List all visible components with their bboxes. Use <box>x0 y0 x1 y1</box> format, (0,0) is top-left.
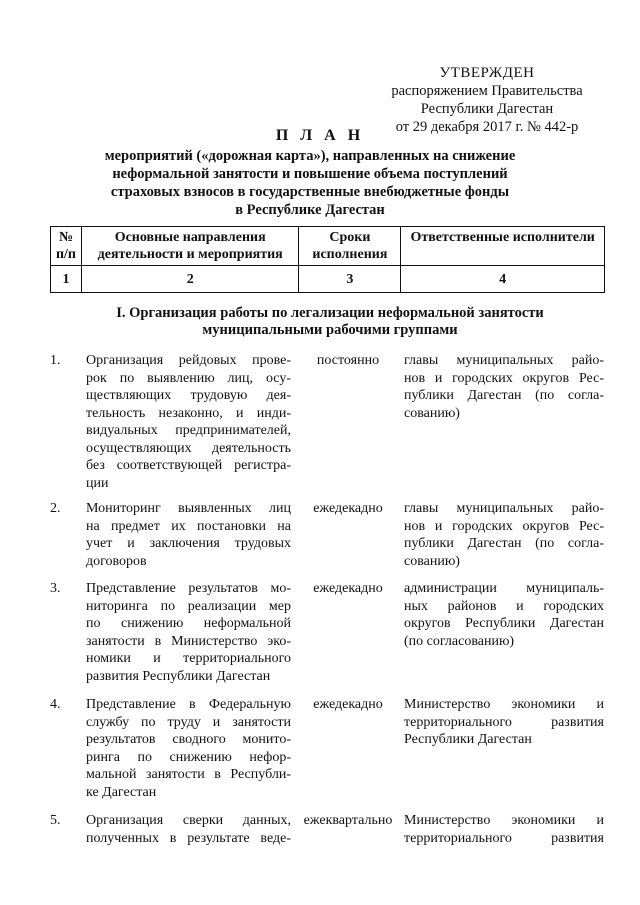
column-number: 1 <box>51 266 82 293</box>
task-line: по снижению неформальной <box>86 616 291 631</box>
section-heading <box>80 305 580 339</box>
column-number: 3 <box>299 266 401 293</box>
subtitle-line: неформальной занятости и повышение объема поступлений <box>112 166 508 182</box>
row-executor <box>404 812 604 847</box>
row-number: 3. <box>50 581 61 596</box>
header-text: Сроки <box>329 230 371 245</box>
executor-line: территориального развития <box>404 714 604 730</box>
row-number: 1. <box>50 353 61 368</box>
plan-subtitle <box>60 147 560 219</box>
task-line: полученных в результате веде- <box>86 830 291 846</box>
executor-line: нов и городских округов Рес- <box>404 518 604 534</box>
approval-line: от 29 декабря 2017 г. № 442-р <box>395 119 579 135</box>
task-line: ниторинга по реализации мер <box>86 598 291 614</box>
subtitle-line: в Республике Дагестан <box>235 202 385 218</box>
executor-line: нов и городских округов Рес- <box>404 370 604 386</box>
executor-line: округов Республики Дагестан <box>404 616 604 631</box>
header-cell-terms <box>299 227 401 266</box>
task-line: ке Дагестан <box>86 784 157 800</box>
task-line: Представление в Федеральную <box>86 697 291 712</box>
approval-line: Республики Дагестан <box>420 101 554 117</box>
executor-line: главы муниципальных райо- <box>404 501 604 516</box>
plan-title: П Л А Н <box>275 127 365 144</box>
header-text: исполнения <box>312 247 388 262</box>
row-task <box>86 500 291 570</box>
section-line: I. Организация работы по легализации неформальной занятости <box>116 305 544 321</box>
subtitle-line: мероприятий («дорожная карта»), направленных на снижение <box>104 148 516 164</box>
header-cell-number <box>51 227 82 266</box>
executor-line: главы муниципальных райо- <box>404 353 604 368</box>
row-executor <box>404 500 604 570</box>
executor-line: (по согласованию) <box>404 633 515 649</box>
column-number: 4 <box>401 266 605 293</box>
header-text: деятельности и мероприятия <box>97 247 283 262</box>
header-row <box>51 227 605 266</box>
row-term: ежедекадно <box>313 697 383 712</box>
executor-line: публики Дагестан (по согла- <box>404 536 604 551</box>
task-line: тельность незаконно, и инди- <box>86 405 291 421</box>
executor-line: ных районов и городских <box>404 598 604 614</box>
header-cell-activities <box>81 227 299 266</box>
executor-line: публики Дагестан (по согла- <box>404 388 604 403</box>
approval-block <box>372 64 602 136</box>
task-line: договоров <box>86 553 147 569</box>
task-line: учет и заключения трудовых <box>86 536 291 551</box>
header-text: п/п <box>55 247 76 262</box>
task-line: занятости в Министерство эко- <box>86 633 291 649</box>
table-header <box>50 226 605 293</box>
row-task <box>86 580 291 685</box>
executor-line: Министерство экономики и <box>404 813 604 828</box>
row-executor <box>404 352 604 422</box>
header-text: Основные направления <box>114 230 266 245</box>
task-line: ществляющих трудовую дея- <box>86 388 291 403</box>
executor-line: сованию) <box>404 405 460 421</box>
row-number: 4. <box>50 697 61 712</box>
task-line: Организация сверки данных, <box>86 813 291 828</box>
row-term: постоянно <box>316 353 380 368</box>
row-executor <box>404 696 604 749</box>
row-term: ежеквартально <box>303 813 393 828</box>
task-line: Мониторинг выявленных лиц <box>86 501 291 516</box>
row-task <box>86 812 291 847</box>
task-line: без соответствующей регистра- <box>86 458 291 473</box>
approval-stamp: УТВЕРЖДЕН <box>439 65 535 81</box>
task-line: Представление результатов мо- <box>86 581 291 596</box>
subtitle-line: страховых взносов в государственные внебюджетные фонды <box>110 184 510 200</box>
row-number: 5. <box>50 813 61 828</box>
approval-line: распоряжением Правительства <box>391 83 583 99</box>
column-number: 2 <box>81 266 299 293</box>
task-line: рок по выявлению лиц, осу- <box>86 370 291 386</box>
executor-line: администрации муниципаль- <box>404 581 604 596</box>
task-line: на предмет их постановки на <box>86 518 291 534</box>
header-text: Ответственные исполнители <box>410 230 595 245</box>
task-line: мальной занятости в Республи- <box>86 767 291 782</box>
task-line: ции <box>86 475 109 491</box>
task-line: службу по труду и занятости <box>86 714 291 730</box>
task-line: Организация рейдовых прове- <box>86 353 291 368</box>
section-line: муниципальными рабочими группами <box>202 322 458 338</box>
task-line: осуществляющих деятельность <box>86 440 291 456</box>
task-line: ринга по снижению нефор- <box>86 749 291 765</box>
executor-line: Республики Дагестан <box>404 732 532 747</box>
executor-line: сованию) <box>404 553 460 569</box>
header-text: № <box>58 230 74 245</box>
row-term: ежедекадно <box>313 501 383 516</box>
row-task <box>86 696 291 801</box>
task-line: номики и территориального <box>86 651 291 666</box>
task-line: результатов сводного монито- <box>86 732 291 747</box>
row-executor <box>404 580 604 650</box>
task-line: видуальных предпринимателей, <box>86 423 291 438</box>
executor-line: территориального развития <box>404 830 604 846</box>
row-task <box>86 352 291 492</box>
task-line: развития Республики Дагестан <box>86 668 271 684</box>
header-cell-executors <box>401 227 605 266</box>
column-number-row <box>51 266 605 293</box>
row-number: 2. <box>50 501 61 516</box>
executor-line: Министерство экономики и <box>404 697 604 712</box>
row-term: ежедекадно <box>313 581 383 596</box>
